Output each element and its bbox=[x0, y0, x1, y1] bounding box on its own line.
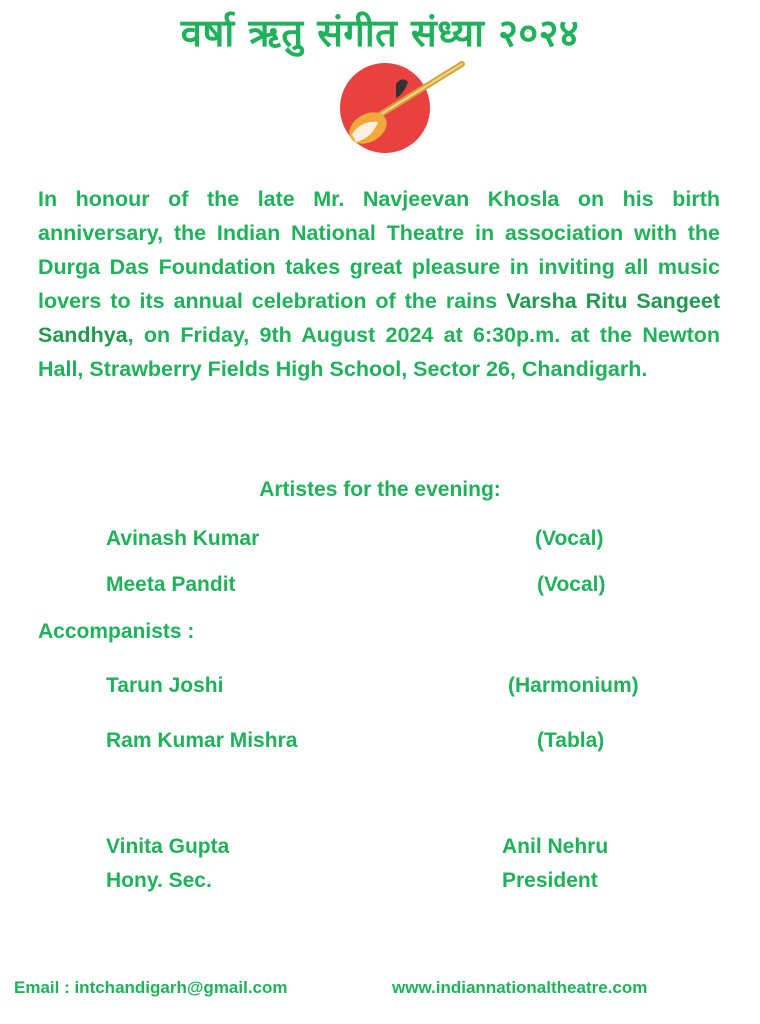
footer-website[interactable]: www.indiannationaltheatre.com bbox=[392, 978, 648, 997]
signatory-secretary bbox=[106, 830, 229, 898]
artistes-heading: Artistes for the evening: bbox=[259, 478, 501, 501]
invitation-text: In honour of the late Mr. Navjeevan Khosla on his birth anniversary, the Indian National Theatre in association with the Durga Das Foundation takes great pleasure in inviting all music lovers to its annual celebration of the rains Varsha Ritu Sangeet Sandhya, on Friday, 9th August 2024 at 6:30p.m. at the Newton Hall, Strawberry Fields High School, Sector 26, Chandigarh. bbox=[38, 187, 721, 381]
signatory-name: Anil Nehru bbox=[502, 835, 609, 858]
artiste-role: (Vocal) bbox=[535, 527, 604, 550]
accompanist-role: (Harmonium) bbox=[508, 674, 639, 697]
page-title: वर्षा ऋतु संगीत संध्या २०२४ bbox=[180, 11, 580, 55]
sitar-logo-icon bbox=[338, 58, 468, 154]
event-name: Varsha Ritu Sangeet Sandhya bbox=[38, 289, 721, 347]
signatory-title: Hony. Sec. bbox=[106, 869, 212, 892]
signatory-title: President bbox=[502, 869, 598, 892]
footer-email[interactable]: Email : intchandigarh@gmail.com bbox=[14, 978, 288, 997]
artiste-name: Meeta Pandit bbox=[106, 573, 236, 596]
artiste-role: (Vocal) bbox=[537, 573, 606, 596]
accompanist-role: (Tabla) bbox=[537, 729, 605, 752]
signatory-president bbox=[502, 830, 608, 898]
artiste-name: Avinash Kumar bbox=[106, 527, 260, 550]
signatory-name: Vinita Gupta bbox=[106, 835, 230, 858]
accompanists-label: Accompanists : bbox=[38, 620, 195, 643]
accompanist-name: Tarun Joshi bbox=[106, 674, 224, 697]
accompanist-name: Ram Kumar Mishra bbox=[106, 729, 298, 752]
